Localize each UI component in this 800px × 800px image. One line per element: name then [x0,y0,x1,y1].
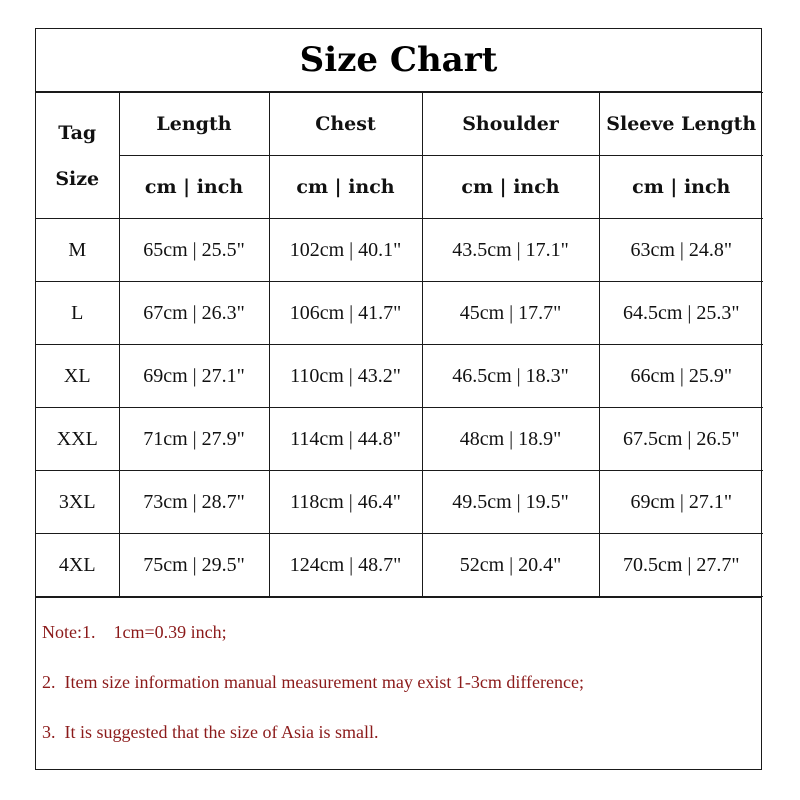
sleeve-cell: 67.5cm | 26.5" [599,408,763,471]
shoulder-cell: 45cm | 17.7" [422,282,599,345]
sleeve-cell: 63cm | 24.8" [599,219,763,282]
sleeve-cell: 69cm | 27.1" [599,471,763,534]
size-chart [35,28,762,770]
length-cell: 65cm | 25.5" [119,219,269,282]
shoulder-cell: 48cm | 18.9" [422,408,599,471]
shoulder-cell: 46.5cm | 18.3" [422,345,599,408]
size-label: Size [55,167,100,190]
note-line: Note:1. 1cm=0.39 inch; [42,622,227,642]
length-cell: 75cm | 29.5" [119,534,269,597]
table-row [36,282,763,345]
size-cell: 3XL [36,471,119,534]
chest-cell: 106cm | 41.7" [269,282,422,345]
unit-label: cm | inch [269,156,422,219]
tag-label: Tag [58,121,97,144]
unit-label: cm | inch [599,156,763,219]
sleeve-cell: 64.5cm | 25.3" [599,282,763,345]
unit-row [36,156,763,219]
notes-section [36,597,761,772]
column-header-sleeve-length: Sleeve Length [599,93,763,156]
table-row [36,408,763,471]
chest-cell: 110cm | 43.2" [269,345,422,408]
size-cell: XL [36,345,119,408]
size-cell: M [36,219,119,282]
table-row [36,219,763,282]
chest-cell: 118cm | 46.4" [269,471,422,534]
table-row [36,534,763,597]
column-header-shoulder: Shoulder [422,93,599,156]
size-cell: XXL [36,408,119,471]
note-line: 2. Item size information manual measurement may exist 1-3cm difference; [42,672,584,692]
size-cell: 4XL [36,534,119,597]
header-row [36,93,763,156]
size-cell: L [36,282,119,345]
table-row [36,345,763,408]
tag-size-header [36,93,119,219]
length-cell: 73cm | 28.7" [119,471,269,534]
chart-title: Size Chart [36,29,761,92]
size-table [36,92,763,597]
length-cell: 67cm | 26.3" [119,282,269,345]
sleeve-cell: 66cm | 25.9" [599,345,763,408]
table-row [36,471,763,534]
chest-cell: 114cm | 44.8" [269,408,422,471]
chest-cell: 124cm | 48.7" [269,534,422,597]
shoulder-cell: 49.5cm | 19.5" [422,471,599,534]
shoulder-cell: 43.5cm | 17.1" [422,219,599,282]
note-line: 3. It is suggested that the size of Asia is small. [42,722,379,742]
unit-label: cm | inch [422,156,599,219]
unit-label: cm | inch [119,156,269,219]
sleeve-cell: 70.5cm | 27.7" [599,534,763,597]
column-header-chest: Chest [269,93,422,156]
column-header-length: Length [119,93,269,156]
shoulder-cell: 52cm | 20.4" [422,534,599,597]
length-cell: 71cm | 27.9" [119,408,269,471]
length-cell: 69cm | 27.1" [119,345,269,408]
chest-cell: 102cm | 40.1" [269,219,422,282]
